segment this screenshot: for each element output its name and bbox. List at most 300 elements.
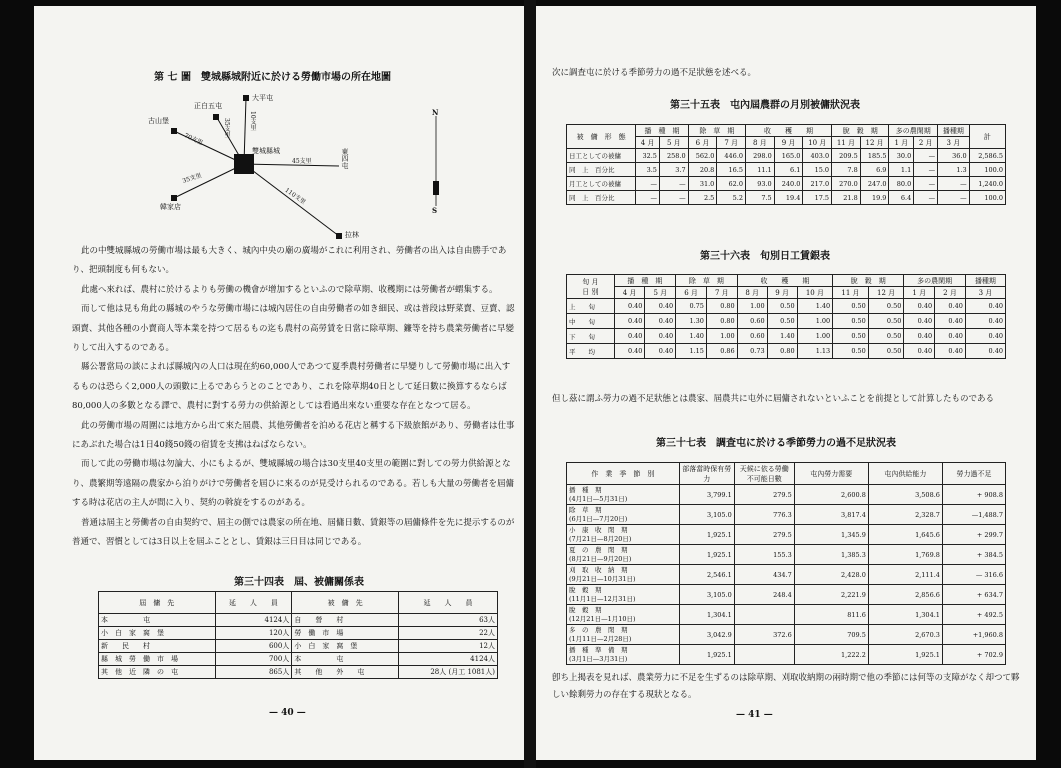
compass-north: N xyxy=(432,108,439,117)
cell: 6.4 xyxy=(889,191,914,205)
cell: 12人 xyxy=(398,640,497,653)
table-row xyxy=(99,640,498,653)
paragraph: 此處へ來れば、農村に於けるよりも勞働の機會が增加するといふので除草期、收穫期には勞働者が蝟集する。 xyxy=(81,284,498,295)
cell: 0.40 xyxy=(645,299,676,314)
cell: 3,799.1 xyxy=(679,485,734,505)
col-header: 播種期 xyxy=(938,125,970,137)
cell: 1.30 xyxy=(676,314,707,329)
month-header: 5 月 xyxy=(659,137,688,149)
cell: 258.0 xyxy=(659,149,688,163)
period-name: 脫 穀 期 xyxy=(569,605,602,614)
cell: 209.5 xyxy=(832,149,861,163)
row-label: 下 旬 xyxy=(567,329,615,344)
table-row xyxy=(567,605,1006,625)
cell: 1.00 xyxy=(706,329,737,344)
cell: 403.0 xyxy=(803,149,832,163)
cell: 1.3 xyxy=(938,163,970,177)
corner-label: 旬 xyxy=(582,277,590,286)
table36 xyxy=(566,274,1006,359)
cell: 3.5 xyxy=(636,163,660,177)
table35 xyxy=(566,124,1006,205)
intro-text: 次に調査屯に於ける季節勞力の過不足狀態を述べる。 xyxy=(552,68,757,78)
row-label: 同 上 百分比 xyxy=(567,191,636,205)
period-range: (8月21日—9月20日) xyxy=(569,554,632,563)
cell: 17.5 xyxy=(803,191,832,205)
cell: 1,304.1 xyxy=(868,605,942,625)
cell: 100.0 xyxy=(969,191,1005,205)
cell: 0.50 xyxy=(833,329,869,344)
period-range: (11月1日—12月31日) xyxy=(569,594,636,603)
col-header: 天候に依る勞働不可能日數 xyxy=(734,463,794,485)
cell xyxy=(734,645,794,665)
cell: 0.75 xyxy=(676,299,707,314)
col-header: 播 種 期 xyxy=(614,275,676,287)
cell: 0.40 xyxy=(965,344,1005,359)
cell: 0.86 xyxy=(706,344,737,359)
cell: 0.60 xyxy=(737,314,767,329)
table-row xyxy=(567,485,1006,505)
paragraph: 而して此の勞働市場は勿論大、小にもよるが、雙城縣城の場合は30支里40支里の範圍に對しての勞力供給源となり、農繁期等遠隔の農家から泊りがけで勞働者を屆ひに來るのが見受けられるのである。若しも大量の勞働者を屆傭する時は花店の主人が間に入り、契約の斡旋をするのがある。 xyxy=(72,459,515,509)
cell: 其 他 外 屯 xyxy=(292,666,399,679)
cell: 0.40 xyxy=(614,299,645,314)
month-header: 4 月 xyxy=(614,287,645,299)
cell: 22人 xyxy=(398,627,497,640)
map-distance-label: 70支里 xyxy=(183,132,204,147)
cell: 縣 城 勞 働 市 場 xyxy=(99,653,216,666)
paragraph: 縣公署當局の談によれば縣城內の人口は現在約60,000人であつて夏季農村勞働者に早變りして勞働市場に出入するものは恐らく2,000人の頭數に上るであらうとのことであり、これを除草期40日として延日數に換算するならば80,000人の多數となる譯で、農村に對する勞力の供給源としては看過出來ない重要な存在となつて居る。 xyxy=(72,362,511,412)
col-header: 屆 傭 先 xyxy=(99,592,216,614)
cell: 1.00 xyxy=(737,299,767,314)
cell: +1,960.8 xyxy=(942,625,1005,645)
cell xyxy=(734,605,794,625)
cell: 240.0 xyxy=(774,177,803,191)
cell: 434.7 xyxy=(734,565,794,585)
table-row xyxy=(99,653,498,666)
cell xyxy=(398,666,497,679)
cell: 446.0 xyxy=(717,149,746,163)
cell: 自 營 村 xyxy=(292,614,399,627)
cell: 0.50 xyxy=(833,314,869,329)
cell: 372.6 xyxy=(734,625,794,645)
row-label: 上 旬 xyxy=(567,299,615,314)
page-number: — 41 — xyxy=(736,710,773,720)
period-cell xyxy=(567,565,680,585)
cell: 7.5 xyxy=(746,191,775,205)
cell: — xyxy=(914,191,938,205)
closing-text: 卽ち上揭表を見れば、農業勞力に不足を生ずるのは除草期、刈取收納期の兩時期で他の季節には何等の支障がなく却つて夥しい餘剩勞力の存在する現狀となる。 xyxy=(552,673,1020,700)
cell: 0.50 xyxy=(868,344,904,359)
cell: 700人 xyxy=(215,653,292,666)
cell: 0.80 xyxy=(706,314,737,329)
month-header: 3 月 xyxy=(938,137,970,149)
cell: 0.40 xyxy=(935,329,966,344)
row-label: 月工としての被傭 xyxy=(567,177,636,191)
cell: — 316.6 xyxy=(942,565,1005,585)
map-distance-label: 10支里 xyxy=(249,111,256,131)
table-row xyxy=(567,565,1006,585)
cell: 6.1 xyxy=(774,163,803,177)
col-header: 被 傭 形 態 xyxy=(567,125,636,149)
cell: 0.73 xyxy=(737,344,767,359)
place-marker xyxy=(213,114,219,120)
note-text: 但し茲に謂ふ勞力の過不足狀態とは農家、屆農共に屯外に屆傭されないといふことを前提として計算したものである xyxy=(552,394,995,404)
corner-label: 別 xyxy=(591,287,599,296)
table-row xyxy=(567,585,1006,605)
cell: 600人 xyxy=(215,640,292,653)
month-header: 11 月 xyxy=(832,137,861,149)
cell: 0.50 xyxy=(833,344,869,359)
cell: 20.8 xyxy=(688,163,717,177)
cell: 0.50 xyxy=(767,299,797,314)
table-row xyxy=(99,627,498,640)
table37 xyxy=(566,462,1006,665)
cell: 2.5 xyxy=(688,191,717,205)
cell: + 908.8 xyxy=(942,485,1005,505)
cell: 270.0 xyxy=(832,177,861,191)
cell: 2,546.1 xyxy=(679,565,734,585)
cell: 1,222.2 xyxy=(794,645,868,665)
period-name: 小 康 收 閑 期 xyxy=(569,525,628,534)
cell: 6.9 xyxy=(860,163,889,177)
map-distance-label: 35支里 xyxy=(181,172,203,185)
place-marker xyxy=(336,233,342,239)
table35-caption: 第三十五表 屯內屆農群の月別被傭狀況表 xyxy=(670,100,860,111)
cell: 0.40 xyxy=(965,329,1005,344)
cell: 16.5 xyxy=(717,163,746,177)
col-header: 計 xyxy=(969,125,1005,149)
period-cell xyxy=(567,645,680,665)
cell: 0.40 xyxy=(904,344,935,359)
place-marker xyxy=(171,128,177,134)
col-header: 屯內勞力需要 xyxy=(794,463,868,485)
cell: 5.2 xyxy=(717,191,746,205)
cell: 811.6 xyxy=(794,605,868,625)
month-header: 10 月 xyxy=(803,137,832,149)
cell: 217.0 xyxy=(803,177,832,191)
cell: 0.40 xyxy=(904,314,935,329)
map-distance-label: 35支里 xyxy=(223,118,230,138)
corner-label: 月 xyxy=(591,277,599,286)
period-cell xyxy=(567,605,680,625)
cell: 2,111.4 xyxy=(868,565,942,585)
cell: 2,221.9 xyxy=(794,585,868,605)
cell: 3,042.9 xyxy=(679,625,734,645)
table-row xyxy=(567,329,1006,344)
cell: 709.5 xyxy=(794,625,868,645)
cell: 1.00 xyxy=(797,314,833,329)
table-row xyxy=(99,614,498,627)
cell: 1.00 xyxy=(797,329,833,344)
col-header: 除 草 期 xyxy=(688,125,745,137)
cell: 3.7 xyxy=(659,163,688,177)
cell: 0.40 xyxy=(935,299,966,314)
paragraph: 此の中雙城縣城の勞働市場は最も大きく、城內中央の廟の廣場がこれに利用され、勞働者の出入は自由勝手であり、把頭制度も何もない。 xyxy=(72,246,507,276)
map-place-label: 拉林 xyxy=(345,231,359,239)
cell: — xyxy=(938,191,970,205)
book-gutter xyxy=(524,0,536,768)
table-row xyxy=(567,177,1006,191)
cell: 1,925.1 xyxy=(679,545,734,565)
table-row xyxy=(567,625,1006,645)
month-header: 1 月 xyxy=(904,287,935,299)
figure-caption: 第 七 圖 雙城縣城附近に於ける勞働市場の所在地圖 xyxy=(154,72,391,83)
footnote: (月工 1081人) xyxy=(448,668,495,676)
cell: 62.0 xyxy=(717,177,746,191)
cell: 1,925.1 xyxy=(679,645,734,665)
month-header: 6 月 xyxy=(676,287,707,299)
cell: 0.80 xyxy=(767,344,797,359)
col-header: 播 種 期 xyxy=(636,125,688,137)
cell: 0.40 xyxy=(614,344,645,359)
cell: — xyxy=(659,177,688,191)
period-name: 多 の 農 閑 期 xyxy=(569,625,628,634)
cell: 19.9 xyxy=(860,191,889,205)
cell: 248.4 xyxy=(734,585,794,605)
page-number: — 40 — xyxy=(269,708,306,718)
cell: 2,856.6 xyxy=(868,585,942,605)
table-row xyxy=(567,149,1006,163)
month-header: 4 月 xyxy=(636,137,660,149)
cell: 1,769.8 xyxy=(868,545,942,565)
cell: 1.15 xyxy=(676,344,707,359)
month-header: 2 月 xyxy=(914,137,938,149)
period-name: 播 種 準 備 期 xyxy=(569,645,628,654)
cell-value: 28人 xyxy=(430,668,447,676)
paragraph: 普通は屆主と勞働者の自由契約で、屆主の側では農家の所在地、屆傭日數、賃銀等の屆傭條件を先に提示するのが普通で、習慣としては3日以上を屆ふこととし、賃銀は三日目は同じである。 xyxy=(72,517,515,548)
cell: 31.0 xyxy=(688,177,717,191)
period-range: (1月11日—2月28日) xyxy=(569,634,632,643)
period-cell xyxy=(567,505,680,525)
table-row xyxy=(567,505,1006,525)
cell: 1.1 xyxy=(889,163,914,177)
month-header: 3 月 xyxy=(965,287,1005,299)
cell: — xyxy=(914,149,938,163)
cell: 19.4 xyxy=(774,191,803,205)
month-header: 11 月 xyxy=(833,287,869,299)
cell: 0.40 xyxy=(965,314,1005,329)
table-row xyxy=(567,344,1006,359)
cell: 63人 xyxy=(398,614,497,627)
period-cell xyxy=(567,545,680,565)
left-page xyxy=(34,6,524,760)
place-marker xyxy=(243,95,249,101)
cell: — xyxy=(636,191,660,205)
cell: 93.0 xyxy=(746,177,775,191)
cell: 279.5 xyxy=(734,525,794,545)
period-cell xyxy=(567,485,680,505)
table-row xyxy=(567,299,1006,314)
cell: 562.0 xyxy=(688,149,717,163)
cell: 0.50 xyxy=(833,299,869,314)
col-header: 播種期 xyxy=(965,275,1005,287)
cell: 本 屯 xyxy=(99,614,216,627)
cell: — xyxy=(938,177,970,191)
period-name: 播 種 期 xyxy=(569,485,602,494)
cell: + 299.7 xyxy=(942,525,1005,545)
table-row xyxy=(567,645,1006,665)
table-row xyxy=(567,545,1006,565)
cell: 0.50 xyxy=(868,329,904,344)
cell: 1,385.3 xyxy=(794,545,868,565)
cell: 298.0 xyxy=(746,149,775,163)
month-header: 8 月 xyxy=(746,137,775,149)
col-header: 被 傭 先 xyxy=(292,592,399,614)
col-header: 作 業 季 節 別 xyxy=(567,463,680,485)
cell: 3,508.6 xyxy=(868,485,942,505)
period-cell xyxy=(567,585,680,605)
cell: 2,428.0 xyxy=(794,565,868,585)
row-label: 日工としての被傭 xyxy=(567,149,636,163)
col-header: 部落當時保有勞力 xyxy=(679,463,734,485)
month-header: 10 月 xyxy=(797,287,833,299)
cell: 0.40 xyxy=(645,314,676,329)
corner-label: 日 xyxy=(582,287,590,296)
table-row xyxy=(567,163,1006,177)
right-page xyxy=(536,6,1036,760)
cell: + 702.9 xyxy=(942,645,1005,665)
col-header: 勞力過不足 xyxy=(942,463,1005,485)
cell: 30.0 xyxy=(889,149,914,163)
col-header: 除 草 期 xyxy=(676,275,738,287)
cell: 185.5 xyxy=(860,149,889,163)
cell: 新 民 村 xyxy=(99,640,216,653)
map-place-label: 古山堡 xyxy=(148,117,169,125)
cell: 1.40 xyxy=(676,329,707,344)
row-label: 平 均 xyxy=(567,344,615,359)
month-header: 9 月 xyxy=(774,137,803,149)
period-name: 脫 穀 期 xyxy=(569,585,602,594)
col-header: 多の農閑期 xyxy=(904,275,966,287)
cell: + 492.5 xyxy=(942,605,1005,625)
col-header: 脫 穀 期 xyxy=(832,125,889,137)
cell: 120人 xyxy=(215,627,292,640)
cell: 3,105.0 xyxy=(679,585,734,605)
cell: 165.0 xyxy=(774,149,803,163)
month-header: 12 月 xyxy=(868,287,904,299)
cell: 247.0 xyxy=(860,177,889,191)
cell: 0.40 xyxy=(965,299,1005,314)
cell: 4124人 xyxy=(215,614,292,627)
col-header: 脫 穀 期 xyxy=(833,275,904,287)
cell: 11.1 xyxy=(746,163,775,177)
period-range: (4月1日—5月31日) xyxy=(569,494,628,503)
cell: 2,586.5 xyxy=(969,149,1005,163)
cell: 1.13 xyxy=(797,344,833,359)
month-header: 6 月 xyxy=(688,137,717,149)
cell: 0.50 xyxy=(767,314,797,329)
cell: 0.40 xyxy=(614,329,645,344)
compass-south: S xyxy=(432,206,438,215)
cell: 0.40 xyxy=(614,314,645,329)
col-header: 延 人 員 xyxy=(398,592,497,614)
cell: 小 白 家 窩 堡 xyxy=(292,640,399,653)
row-label: 同 上 百分比 xyxy=(567,163,636,177)
cell: 0.40 xyxy=(935,314,966,329)
cell: 1.40 xyxy=(797,299,833,314)
table34 xyxy=(98,591,498,679)
month-header: 5 月 xyxy=(645,287,676,299)
cell: 1,240.0 xyxy=(969,177,1005,191)
map-place-label: 東四屯 xyxy=(341,148,349,169)
cell: 15.0 xyxy=(803,163,832,177)
table36-caption: 第三十六表 旬別日工賃銀表 xyxy=(700,251,830,262)
cell: 0.50 xyxy=(868,314,904,329)
col-header: 收 穫 期 xyxy=(746,125,832,137)
cell: — xyxy=(914,163,938,177)
cell: 0.50 xyxy=(868,299,904,314)
map-distance-label: 45支里 xyxy=(292,158,312,165)
cell: 865人 xyxy=(215,666,292,679)
cell: 2,600.8 xyxy=(794,485,868,505)
col-header: 收 穫 期 xyxy=(737,275,833,287)
cell: —1,488.7 xyxy=(942,505,1005,525)
month-header: 8 月 xyxy=(737,287,767,299)
cell: 1,645.6 xyxy=(868,525,942,545)
table37-caption: 第三十七表 調査屯に於ける季節勞力の過不足狀況表 xyxy=(656,438,896,449)
cell: 1,304.1 xyxy=(679,605,734,625)
cell: 0.40 xyxy=(904,329,935,344)
period-cell xyxy=(567,625,680,645)
cell: 0.40 xyxy=(645,329,676,344)
cell: 0.60 xyxy=(737,329,767,344)
body-text xyxy=(72,242,518,553)
cell: 2,670.3 xyxy=(868,625,942,645)
cell: 279.5 xyxy=(734,485,794,505)
period-range: (3月1日—3月31日) xyxy=(569,654,628,663)
cell: 80.0 xyxy=(889,177,914,191)
period-name: 除 草 期 xyxy=(569,505,602,514)
cell: 本 屯 xyxy=(292,653,399,666)
paragraph: 而して他は見も角此の縣城のやうな勞働市場には城內居住の自由勞働者の如き細民、或は普段は野菜賣、豆賣、認頭賣、其他各種の小賣商人等本業を持つて居るもの迄も農村の高勞賃を日當に除草期、鐮等を持ち農業勞働者に早變りして出入するのである。 xyxy=(72,304,515,354)
cell: 2,328.7 xyxy=(868,505,942,525)
cell: 小 白 家 窩 堡 xyxy=(99,627,216,640)
table34-caption: 第三十四表 屆、被傭關係表 xyxy=(234,577,364,588)
period-range: (9月21日—10月31日) xyxy=(569,574,636,583)
period-cell xyxy=(567,525,680,545)
cell: 勞 働 市 場 xyxy=(292,627,399,640)
cell: 32.5 xyxy=(636,149,660,163)
month-header: 9 月 xyxy=(767,287,797,299)
month-header: 7 月 xyxy=(706,287,737,299)
table-row xyxy=(567,525,1006,545)
cell: 1.40 xyxy=(767,329,797,344)
corner-header xyxy=(567,275,615,299)
cell: 100.0 xyxy=(969,163,1005,177)
cell: 0.40 xyxy=(935,344,966,359)
cell: 其 他 近 隣 の 屯 xyxy=(99,666,216,679)
row-label: 中 旬 xyxy=(567,314,615,329)
period-name: 夏 の 農 閑 期 xyxy=(569,545,628,554)
period-range: (6月1日—7月20日) xyxy=(569,514,628,523)
month-header: 12 月 xyxy=(860,137,889,149)
col-header: 多の農閑期 xyxy=(889,125,938,137)
month-header: 2 月 xyxy=(935,287,966,299)
map-place-label: 韓家店 xyxy=(160,203,181,211)
cell: 1,925.1 xyxy=(679,525,734,545)
col-header: 屯內供給能力 xyxy=(868,463,942,485)
cell: + 384.5 xyxy=(942,545,1005,565)
cell: 155.3 xyxy=(734,545,794,565)
map-center-label: 雙城縣城 xyxy=(252,147,280,155)
cell: 1,925.1 xyxy=(868,645,942,665)
paragraph: 此の勞働市場の周圍には地方から出て來た屆農、其他勞働者を泊める花店と稱する下級旅館があり、勞働者は仕事にあぶれた場合は1日40錢50錢の宿賃を支拂はねばならない。 xyxy=(72,420,515,451)
cell: 3,105.0 xyxy=(679,505,734,525)
cell: 776.3 xyxy=(734,505,794,525)
cell: 0.40 xyxy=(904,299,935,314)
cell: 0.80 xyxy=(706,299,737,314)
cell: — xyxy=(914,177,938,191)
cell: 21.8 xyxy=(832,191,861,205)
